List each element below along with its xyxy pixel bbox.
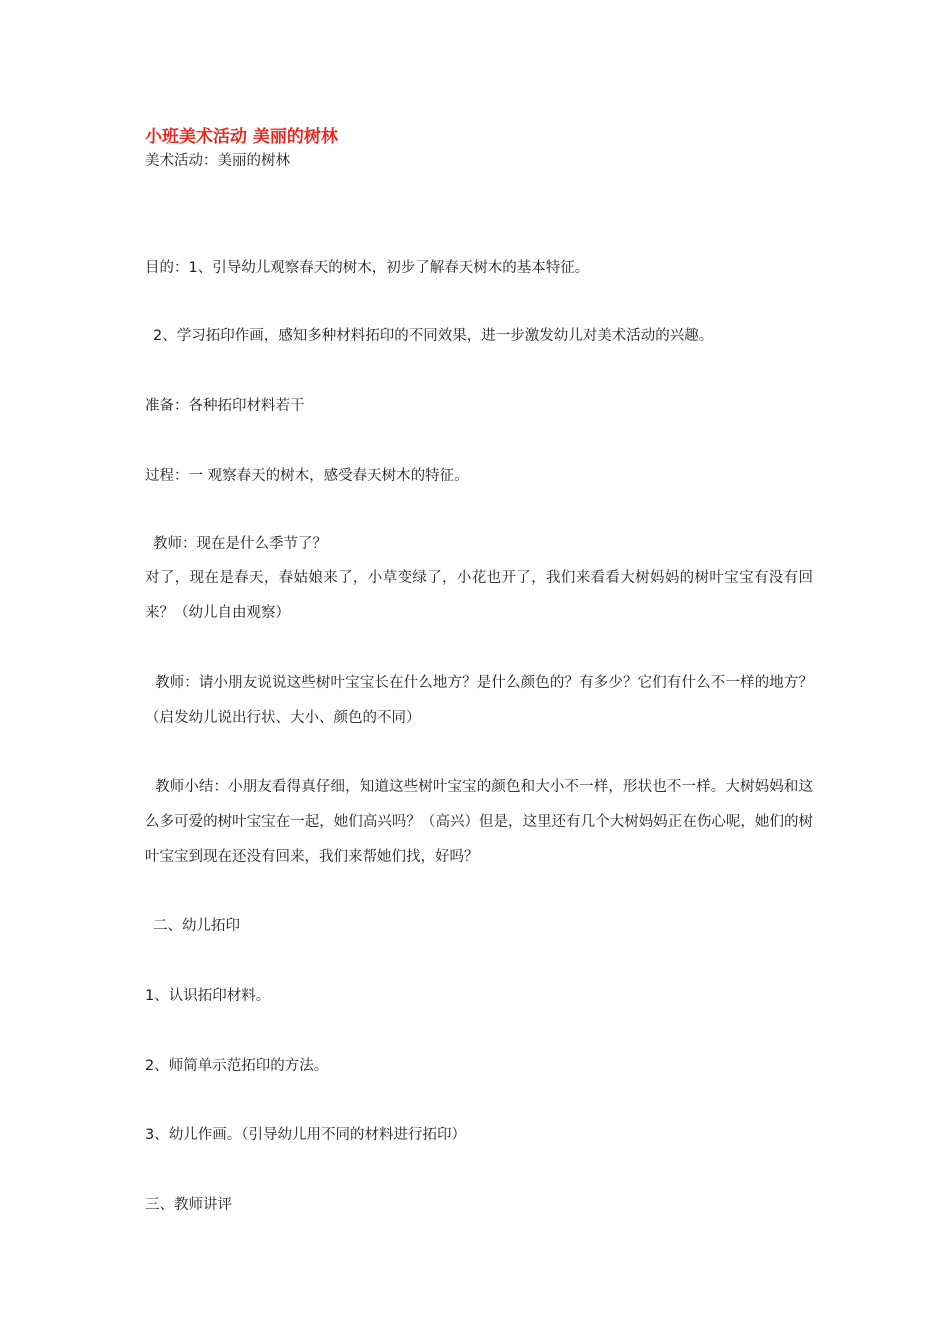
document-title: 小班美术活动 美丽的树林 <box>145 127 338 147</box>
step-3: 3、幼儿作画。（引导幼儿用不同的材料进行拓印） <box>145 1127 466 1143</box>
goal-2: 2、学习拓印作画，感知多种材料拓印的不同效果，进一步激发幼儿对美术活动的兴趣。 <box>153 328 714 344</box>
step-2: 2、师简单示范拓印的方法。 <box>145 1058 329 1074</box>
teacher-question-1: 教师：现在是什么季节了？ <box>153 536 327 552</box>
section-2-heading: 二、幼儿拓印 <box>153 918 240 934</box>
step-1: 1、认识拓印材料。 <box>145 988 271 1004</box>
preparation: 准备：各种拓印材料若干 <box>145 398 305 414</box>
teacher-summary: 教师小结：小朋友看得真仔细，知道这些树叶宝宝的颜色和大小不一样，形状也不一样。大树妈妈和这么多可爱的树叶宝宝在一起，她们高兴吗？（高兴）但是，这里还有几个大树妈妈正在伤心呢，她们的树叶宝宝到现在还没有回来，我们来帮她们找，好吗？ <box>145 779 813 865</box>
section-3-heading: 三、教师讲评 <box>145 1197 232 1213</box>
process-step-1: 过程：一 观察春天的树木，感受春天树木的特征。 <box>145 468 469 484</box>
teacher-answer-1: 对了，现在是春天，春姑娘来了，小草变绿了，小花也开了，我们来看看大树妈妈的树叶宝宝有没有回来？（幼儿自由观察） <box>145 570 813 621</box>
document-subtitle: 美术活动：美丽的树林 <box>145 153 290 169</box>
goal-1: 目的：1、引导幼儿观察春天的树木，初步了解春天树木的基本特征。 <box>145 260 590 276</box>
teacher-question-2: 教师：请小朋友说说这些树叶宝宝长在什么地方？是什么颜色的？有多少？它们有什么不一样的地方？（启发幼儿说出行状、大小、颜色的不同） <box>145 675 813 726</box>
